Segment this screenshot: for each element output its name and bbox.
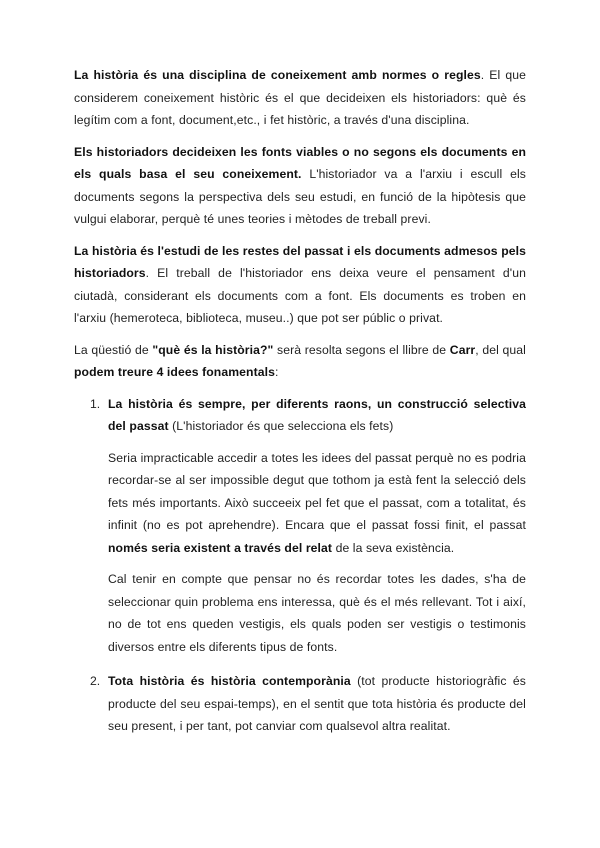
list-item-2-bold: Tota història és història contemporània	[108, 674, 351, 688]
list-item-1-sub1-bold: només seria existent a través del relat	[108, 540, 333, 555]
paragraph-1-bold: La història és una disciplina de coneixement amb normes o regles	[74, 68, 481, 82]
list-item-1	[74, 393, 526, 659]
paragraph-3-bold: La història és l'estudi de les restes del passat i els documents admesos pels historiadors	[74, 243, 526, 280]
intro-part-4: :	[274, 365, 279, 379]
paragraph-2-bold: Els historiadors decideixen les fonts viables o no segons els documents en els quals basa el seu coneixement.	[74, 144, 526, 181]
list-item-1-sub1-a: Seria impracticable accedir a totes les idees del passat perquè no es podria recordar-se al ser impossible degut que tothom ja està fent la selecció dels fets més importants. Això succeeix pel fet que el passat, com a totalitat, és infinit (no es pot aprehendre). Encara que el passat fossi finit, el passat	[108, 450, 526, 532]
paragraph-2-text: L'historiador va a l'arxiu i escull els documents segons la perspectiva dels seu estudi, en funció de la hipòtesis que vulgui elaborar, perquè té unes teories i mètodes de treball previ.	[74, 167, 526, 226]
paragraph-1	[74, 64, 526, 132]
paragraph-3	[74, 240, 526, 330]
list-item-1-subparagraph-2: Cal tenir en compte que pensar no és recordar totes les dades, s'ha de seleccionar quin problema ens interessa, què és el més rellevant. Tot i així, no de tot ens queden vestigis, els quals poden ser vestigis o testimonis diversos entre els diferents tipus de fonts.	[108, 572, 526, 654]
list-item-1-subparagraph-1	[108, 447, 526, 560]
paragraph-1-text: . El que considerem coneixement històric és el que decideixen els historiadors: què és legítim com a font, document,etc., i fet històric, a través d'una disciplina.	[74, 68, 526, 127]
document-page	[74, 64, 526, 746]
paragraph-3-text: . El treball de l'historiador ens deixa veure el pensament d'un ciutadà, considerant els documents com a font. Els documents es troben en l'arxiu (hemeroteca, biblioteca, museu..) que pot ser públic o privat.	[74, 266, 526, 325]
intro-part-2: serà resolta segons el llibre de	[273, 342, 450, 357]
ideas-list	[74, 393, 526, 738]
intro-part-3: , del qual	[475, 342, 526, 357]
list-item-1-sub1-b: de la seva existència.	[332, 540, 455, 555]
intro-bold-3: podem treure 4 idees fonamentals	[74, 365, 275, 379]
intro-bold-1: "què és la història?"	[152, 342, 274, 357]
intro-part-1: La qüestió de	[74, 342, 153, 357]
list-item-1-bold: La història és sempre, per diferents raons, un construcció selectiva del passat	[108, 396, 526, 433]
intro-paragraph	[74, 339, 526, 384]
list-item-1-number: 1.	[90, 396, 101, 411]
list-item-2-text: (tot producte historiogràfic és producte del seu espai-temps), en el sentit que tota història és producte del seu present, i per tant, pot canviar com qualsevol altra realitat.	[108, 674, 526, 733]
list-item-2	[74, 670, 526, 738]
list-item-1-heading	[108, 393, 526, 438]
list-item-1-text: (L'historiador és que selecciona els fets)	[168, 419, 394, 433]
paragraph-2	[74, 141, 526, 231]
list-item-2-number: 2.	[90, 674, 101, 688]
list-item-2-heading	[108, 670, 526, 738]
intro-bold-2: Carr	[449, 342, 476, 357]
